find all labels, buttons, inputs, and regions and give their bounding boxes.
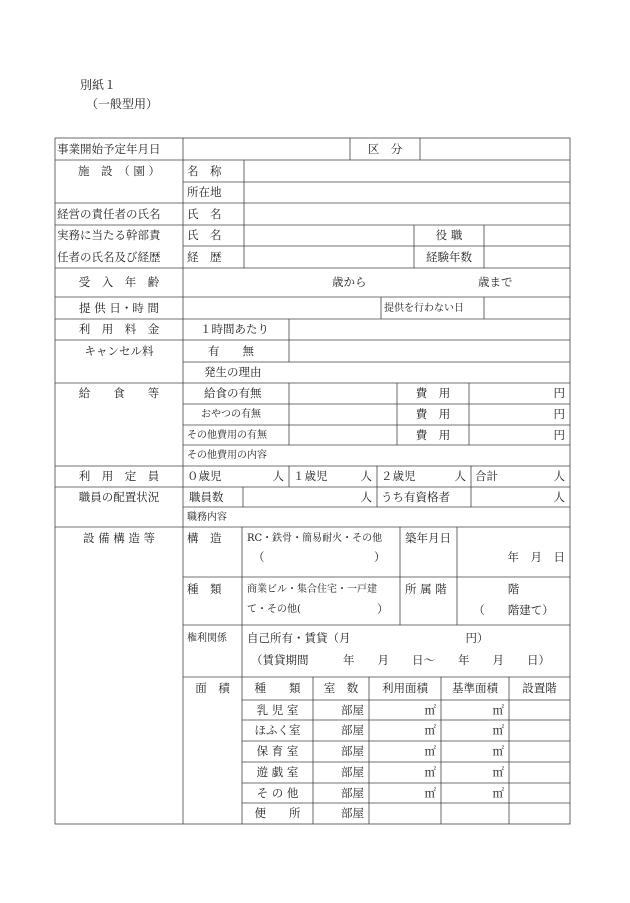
attachment-number: 別紙１ xyxy=(80,78,117,92)
snack-provided: おやつの有無 xyxy=(201,409,261,420)
qualified-label: うち有資格者 xyxy=(381,489,450,504)
label-exec-1: 実務に当たる幹部責 xyxy=(57,228,161,242)
rights-label: 権利関係 xyxy=(187,632,227,644)
other-costs-details: その他費用の内容 xyxy=(187,450,267,461)
label-manager: 経営の責任者の氏名 xyxy=(57,206,161,221)
other-costs: その他費用の有無 xyxy=(187,429,267,441)
type-label: 種 類 xyxy=(187,581,222,596)
label-meals: 給 食 等 xyxy=(78,386,160,400)
snack-cost-label: 費 用 xyxy=(415,407,451,421)
label-experience-years: 経験年数 xyxy=(426,249,472,264)
built-date: 年 月 日 xyxy=(507,549,565,564)
label-exec-career: 経 歴 xyxy=(187,249,222,264)
room-infant-unit: 部屋 xyxy=(341,702,364,717)
area-header-floor: 設置階 xyxy=(522,681,557,695)
label-no-service-day: 提供を行わない日 xyxy=(384,302,464,314)
room-nursery-used-sqm: ㎡ xyxy=(424,744,436,758)
age-from: 歳から xyxy=(332,275,367,289)
floor-label: 所 属 階 xyxy=(405,581,447,596)
label-exec-2: 任者の氏名及び経歴 xyxy=(57,249,161,264)
label-facility-name: 名 称 xyxy=(187,163,222,178)
label-start-date: 事業開始予定年月日 xyxy=(57,141,161,156)
total-label: 合計 xyxy=(475,469,498,483)
room-other: そ の 他 xyxy=(256,785,299,800)
label-cancel-reason: 発生の理由 xyxy=(204,365,262,379)
room-infant: 乳 児 室 xyxy=(256,702,299,717)
label-category: 区 分 xyxy=(367,141,403,156)
area-header-type: 種 類 xyxy=(254,681,301,695)
label-cancel-fee: キャンセル料 xyxy=(84,343,154,358)
room-other-used-sqm: ㎡ xyxy=(424,785,436,800)
floors-built: （ 階建て） xyxy=(473,602,554,617)
label-manager-name: 氏 名 xyxy=(187,206,222,221)
label-capacity: 利 用 定 員 xyxy=(78,469,160,483)
room-crawling-used-sqm: ㎡ xyxy=(424,723,436,737)
age0-unit: 人 xyxy=(272,469,284,483)
label-staff: 職員の配置状況 xyxy=(78,489,160,504)
age-to: 歳まで xyxy=(478,275,513,289)
room-other-std-sqm: ㎡ xyxy=(492,785,504,800)
area-header-rooms: 室 数 xyxy=(323,681,359,695)
label-facility-address: 所在地 xyxy=(187,185,222,199)
staff-count-label: 職員数 xyxy=(189,489,224,504)
room-nursery: 保 育 室 xyxy=(256,744,299,758)
label-service-days: 提 供 日・時 間 xyxy=(79,300,159,315)
meal-provided: 給食の有無 xyxy=(204,386,262,400)
age2-label: ２歳児 xyxy=(381,469,416,483)
form-type: （一般型用） xyxy=(86,97,159,111)
floor-unit: 階 xyxy=(507,581,520,596)
per-hour: １時間あたり xyxy=(200,322,269,336)
room-toilet-unit: 部屋 xyxy=(341,806,364,820)
label-facility: 施 設 （ 園 ） xyxy=(77,163,161,178)
room-crawling: ほふく室 xyxy=(254,723,301,737)
label-position: 役 職 xyxy=(435,228,463,242)
room-infant-used-sqm: ㎡ xyxy=(424,702,436,717)
label-fee: 利 用 料 金 xyxy=(78,322,160,336)
label-facility-structure: 設 備 構 造 等 xyxy=(82,530,156,545)
room-nursery-unit: 部屋 xyxy=(341,744,364,758)
age1-label: １歳児 xyxy=(293,469,328,483)
room-playroom-std-sqm: ㎡ xyxy=(492,765,504,779)
room-playroom-used-sqm: ㎡ xyxy=(424,765,436,779)
cancel-yes-no: 有 無 xyxy=(208,343,254,358)
room-crawling-unit: 部屋 xyxy=(341,723,364,737)
room-playroom-unit: 部屋 xyxy=(341,765,364,779)
type-options-2: て・その他( xyxy=(247,603,301,615)
room-nursery-std-sqm: ㎡ xyxy=(492,744,504,758)
qualified-unit: 人 xyxy=(553,489,565,504)
room-infant-std-sqm: ㎡ xyxy=(492,702,504,717)
staff-count-unit: 人 xyxy=(360,489,372,504)
room-other-unit: 部屋 xyxy=(341,785,364,800)
built-date-label: 築年月日 xyxy=(405,530,451,545)
type-paren-close: ） xyxy=(377,601,389,616)
other-yen: 円 xyxy=(553,427,565,442)
area-header-used: 利用面積 xyxy=(382,681,428,695)
type-options-1: 商業ビル・集合住宅・一戸建 xyxy=(247,583,377,595)
age2-unit: 人 xyxy=(454,469,466,483)
snack-yen: 円 xyxy=(553,407,565,421)
duties-label: 職務内容 xyxy=(187,511,227,523)
area-header-standard: 基準面積 xyxy=(452,681,498,695)
area-label: 面 積 xyxy=(195,681,230,695)
label-exec-name: 氏 名 xyxy=(187,228,222,242)
rights-line-1: 自己所有・賃貸（月 円） xyxy=(247,630,489,645)
room-playroom: 遊 戯 室 xyxy=(256,765,299,779)
total-unit: 人 xyxy=(553,469,565,483)
structure-options: RC・鉄骨・簡易耐火・その他 xyxy=(247,532,383,544)
room-toilet: 便 所 xyxy=(254,806,301,820)
rights-line-2: （賃貸期間 年 月 日～ 年 月 日） xyxy=(251,652,550,667)
meal-yen: 円 xyxy=(553,386,565,400)
age1-unit: 人 xyxy=(360,469,372,483)
label-accepted-age: 受 入 年 齢 xyxy=(78,275,160,289)
structure-paren-close: ） xyxy=(374,549,386,564)
age0-label: ０歳児 xyxy=(187,469,222,483)
room-crawling-std-sqm: ㎡ xyxy=(492,723,504,737)
meal-cost-label: 費 用 xyxy=(415,386,451,400)
structure-paren-open: （ xyxy=(253,549,265,564)
other-cost-label: 費 用 xyxy=(415,427,451,442)
structure-label: 構 造 xyxy=(187,530,222,545)
